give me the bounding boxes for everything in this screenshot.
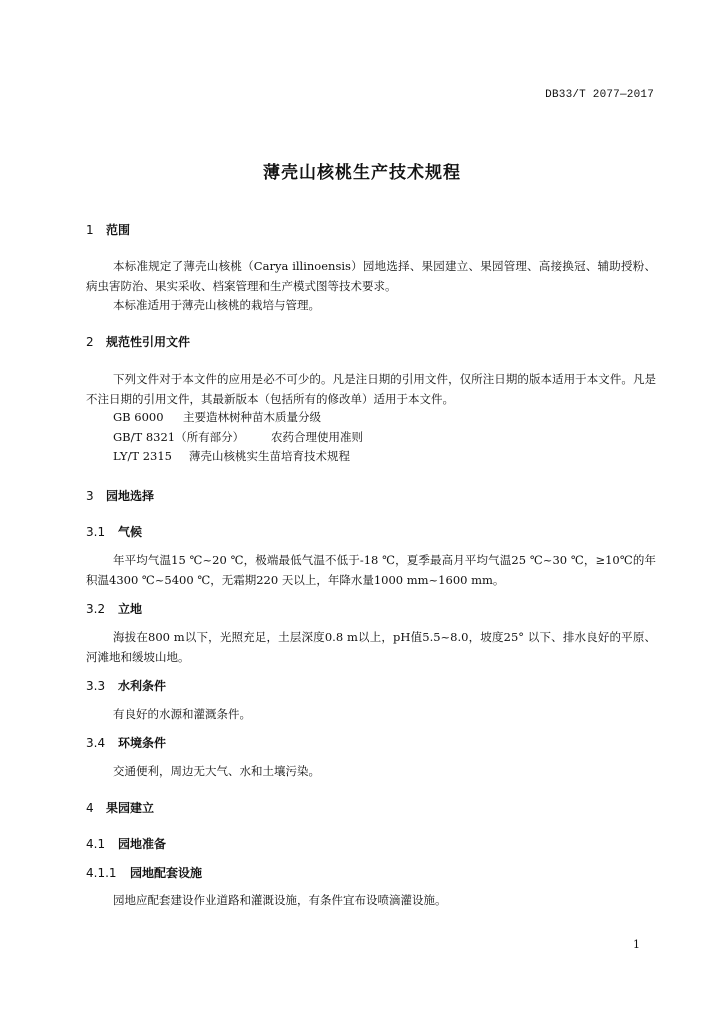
section-3-heading: [86, 487, 154, 504]
section-number: 3.3: [86, 679, 106, 693]
section-4-heading: [86, 799, 154, 816]
page-number: 1: [633, 938, 640, 951]
section-title: 园地选择: [106, 489, 155, 503]
section-3-2-paragraph: 海拔在800 m以下，光照充足，土层深度0.8 m以上，pH值5.5~8.0，坡度25° 以下、排水良好的平原、河滩地和缓坡山地。: [86, 630, 656, 664]
section-title: 范围: [106, 223, 131, 237]
section-3-3-heading: [86, 677, 166, 694]
section-title: 立地: [118, 602, 143, 616]
section-number: 4.1: [86, 837, 106, 851]
section-title: 园地准备: [118, 837, 167, 851]
reference-code: GB 6000: [113, 410, 164, 424]
section-4-1-1-heading: [86, 864, 202, 881]
section-title: 环境条件: [118, 736, 167, 750]
section-3-2-heading: [86, 600, 142, 617]
section-title: 规范性引用文件: [106, 335, 191, 349]
reference-code: LY/T 2315: [113, 449, 172, 463]
section-number: 4.1.1: [86, 866, 117, 880]
section-title: 果园建立: [106, 801, 155, 815]
document-title: 薄壳山核桃生产技术规程: [263, 163, 461, 183]
reference-code: GB/T 8321（所有部分）: [113, 430, 245, 444]
reference-item: [113, 409, 321, 425]
section-3-4-heading: [86, 734, 166, 751]
section-2-paragraph-1: 下列文件对于本文件的应用是必不可少的。凡是注日期的引用文件，仅所注日期的版本适用于本文件。凡是不注日期的引用文件，其最新版本（包括所有的修改单）适用于本文件。: [86, 372, 656, 406]
section-4-1-heading: [86, 835, 166, 852]
section-3-1-paragraph: 年平均气温15 ℃~20 ℃，极端最低气温不低于-18 ℃，夏季最高月平均气温25 ℃~30 ℃，≥10℃的年积温4300 ℃~5400 ℃，无霜期220 天以上，年降水量1000 mm~1600 mm。: [86, 553, 656, 587]
section-title: 园地配套设施: [130, 866, 203, 880]
section-3-3-paragraph: 有良好的水源和灌溉条件。: [113, 707, 251, 721]
reference-name: 主要造林树种苗木质量分级: [183, 410, 321, 424]
reference-name: 农药合理使用准则: [271, 430, 363, 444]
section-3-1-heading: [86, 523, 142, 540]
section-number: 3.4: [86, 736, 106, 750]
section-title: 气候: [118, 525, 143, 539]
section-number: 3: [86, 489, 94, 503]
section-number: 1: [86, 223, 94, 237]
section-title: 水利条件: [118, 679, 167, 693]
section-number: 4: [86, 801, 94, 815]
section-number: 3.2: [86, 602, 106, 616]
section-1-paragraph-2: 本标准适用于薄壳山核桃的栽培与管理。: [113, 298, 320, 312]
reference-item: [113, 448, 350, 464]
section-1-heading: [86, 221, 130, 238]
paragraph-text: 本标准规定了薄壳山核桃（Carya illinoensis）园地选择、果园建立、果园管理、高接换冠、辅助授粉、病虫害防治、果实采收、档案管理和生产模式图等技术要求。: [86, 259, 656, 293]
section-1-paragraph-1: [86, 256, 656, 296]
section-2-heading: [86, 333, 190, 350]
reference-name: 薄壳山核桃实生苗培育技术规程: [189, 449, 350, 463]
section-number: 2: [86, 335, 94, 349]
section-4-1-1-paragraph: 园地应配套建设作业道路和灌溉设施，有条件宜布设喷滴灌设施。: [113, 893, 447, 907]
section-3-4-paragraph: 交通便利，周边无大气、水和土壤污染。: [113, 764, 320, 778]
reference-item: [113, 429, 363, 445]
document-number: DB33/T 2077—2017: [545, 89, 654, 101]
section-number: 3.1: [86, 525, 106, 539]
